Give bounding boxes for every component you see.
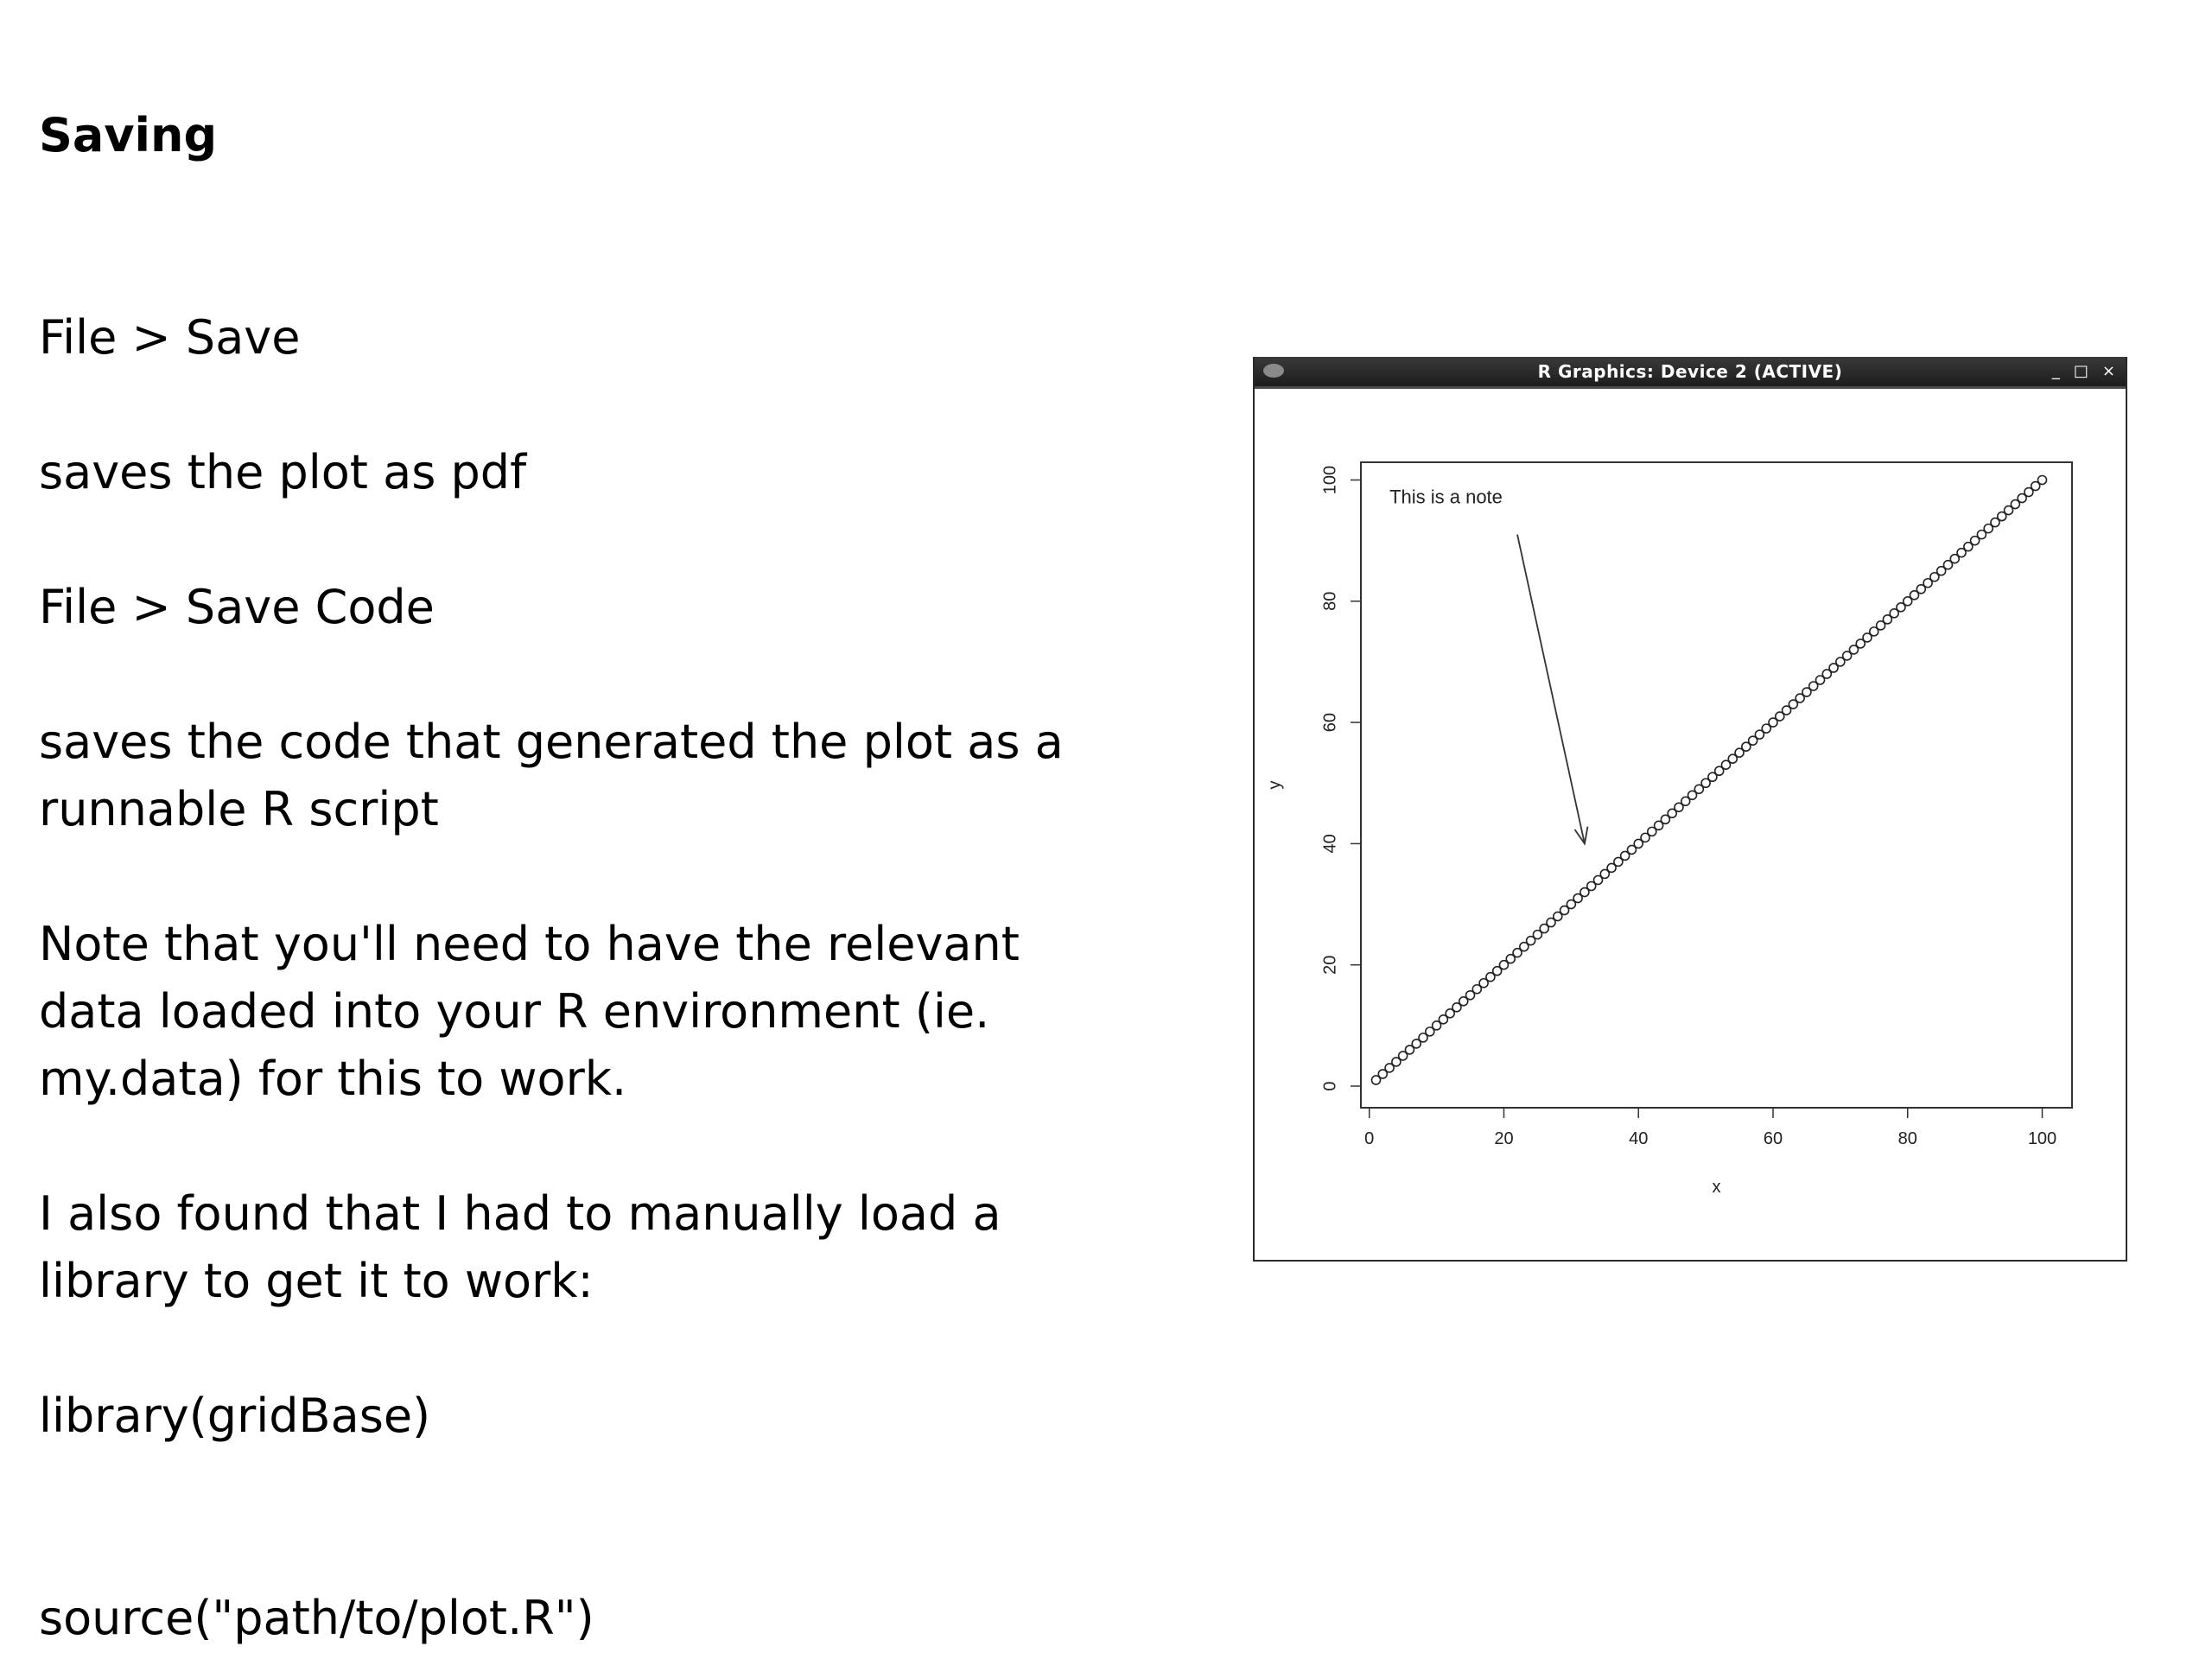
annotation-arrow [1517,535,1585,844]
text-line: library to get it to work: [39,1254,594,1308]
y-axis-label: y [1265,780,1285,790]
x-tick-label: 20 [1494,1129,1514,1148]
maximize-button[interactable]: □ [2073,362,2088,380]
code-line: source("path/to/plot.R") [39,1591,594,1645]
scatter-plot [1255,389,2126,1258]
y-tick-label: 20 [1320,955,1340,975]
x-tick-label: 80 [1897,1129,1917,1148]
text-line: I also found that I had to manually load a [39,1186,1001,1241]
window-title: R Graphics: Device 2 (ACTIVE) [1537,361,1843,382]
x-tick-label: 100 [2027,1129,2057,1148]
text-line: File > Save Code [39,580,435,634]
y-tick-label: 60 [1320,712,1340,733]
window-controls [2052,357,2115,386]
window-titlebar[interactable] [1255,357,2126,389]
x-axis-label: x [1712,1178,1721,1197]
y-tick-label: 80 [1320,591,1340,611]
text-line: data loaded into your R environment (ie. [39,984,990,1039]
slide-heading: Saving [39,108,218,162]
y-tick-label: 40 [1320,834,1340,854]
code-line: library(gridBase) [39,1389,431,1443]
annotation-note: This is a note [1389,486,1503,508]
text-line: File > Save [39,310,301,365]
text-line: Note that you'll need to have the relevant [39,917,1020,971]
y-tick-label: 100 [1320,465,1340,495]
minimize-button[interactable]: _ [2051,362,2060,380]
text-line: my.data) for this to work. [39,1052,627,1106]
y-tick-label: 0 [1320,1081,1340,1091]
x-tick-label: 60 [1763,1129,1783,1148]
r-graphics-window[interactable] [1253,357,2127,1262]
x-tick-label: 0 [1364,1129,1375,1148]
data-point [2038,476,2047,485]
plot-frame [1361,462,2072,1108]
x-tick-label: 40 [1629,1129,1649,1148]
text-line: runnable R script [39,782,439,836]
text-line: saves the code that generated the plot as a [39,715,1064,769]
close-button[interactable]: × [2101,362,2115,380]
text-line: saves the plot as pdf [39,445,527,499]
